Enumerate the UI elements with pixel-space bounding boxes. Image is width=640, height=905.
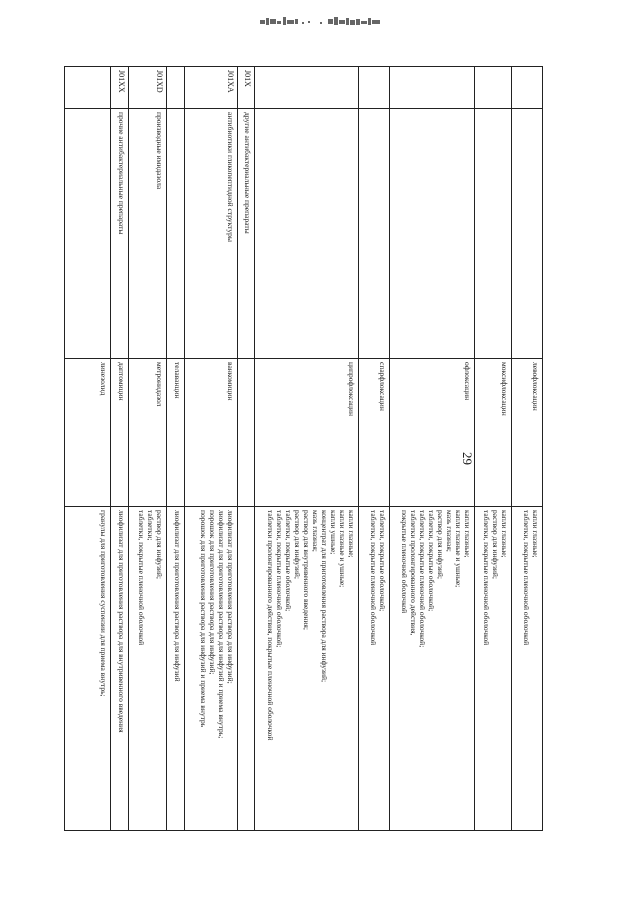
atc-code-cell: J01X: [238, 67, 255, 109]
drug-name-cell: линезолид: [65, 359, 111, 507]
pharm-group-cell: [255, 109, 359, 359]
pharm-group-cell: производные имидазола: [129, 109, 167, 359]
table-row: [255, 67, 359, 831]
drug-name-cell: метронидазол: [129, 359, 167, 507]
dosage-form-line: таблетки, покрытые оболочкой;: [378, 510, 387, 612]
dosage-form-line: таблетки, покрытые оболочкой;: [284, 510, 293, 612]
dosage-form-line: порошок для приготовления раствора для инфузий;: [208, 510, 217, 675]
table-body: [65, 67, 543, 831]
table-row: [111, 67, 129, 831]
dosage-form-line: раствор для инфузий;: [293, 510, 302, 579]
dosage-forms-cell: [185, 507, 238, 831]
pharm-group-cell: прочие антибактериальные препараты: [111, 109, 129, 359]
table-row: [475, 67, 512, 831]
dosage-form-line: капли глазные;: [500, 510, 509, 558]
dosage-form-line: лиофилизат для приготовления раствора для инфузий;: [226, 510, 235, 684]
dosage-form-line: гранулы для приготовления суспензии для приема внутрь;: [99, 510, 108, 697]
drug-name-cell: моксифлоксацин: [475, 359, 512, 507]
dosage-form-line: таблетки, покрытые пленочной оболочкой;: [275, 510, 284, 648]
dosage-form-line: капли ушные;: [329, 510, 338, 555]
dosage-form-line: раствор для инфузий;: [436, 510, 445, 579]
dosage-forms-cell: [512, 507, 543, 831]
drug-name-cell: спарфлоксацин: [359, 359, 390, 507]
dosage-form-line: порошок для приготовления раствора для инфузий и приема внутрь: [199, 510, 208, 728]
drug-name-cell: ванкомицин: [185, 359, 238, 507]
dosage-form-line: таблетки, покрытые пленочной оболочкой;: [418, 510, 427, 648]
dosage-form-line: таблетки пролонгированного действия, покрытые пленочной оболочкой: [266, 510, 275, 741]
dosage-form-line: раствор для инфузий;: [491, 510, 500, 579]
dosage-form-line: раствор для инфузий;: [155, 510, 164, 579]
atc-code-cell: [512, 67, 543, 109]
dosage-form-line: лиофилизат для приготовления раствора для инфузий и приема внутрь;: [217, 510, 226, 739]
drug-name-cell: офлоксацин: [390, 359, 475, 507]
dosage-forms-cell: [129, 507, 167, 831]
dosage-form-line: раствор для внутривенного введения;: [302, 510, 311, 630]
atc-code-cell: J01XD: [129, 67, 167, 109]
table-row: [185, 67, 238, 831]
dosage-forms-cell: [390, 507, 475, 831]
atc-code-cell: [475, 67, 512, 109]
pharm-group-cell: [65, 109, 111, 359]
table-row: [167, 67, 185, 831]
drug-name-cell: телаванцин: [167, 359, 185, 507]
drug-name-cell: левофлоксацин: [512, 359, 543, 507]
dosage-form-line: таблетки, покрытые пленочной оболочкой: [369, 510, 378, 646]
dosage-form-line: концентрат для приготовления раствора для инфузий;: [320, 510, 329, 683]
dosage-form-line: мазь глазная;: [445, 510, 454, 552]
page-number: 29: [460, 452, 475, 465]
dosage-forms-cell: [475, 507, 512, 831]
pharm-group-cell: другие антибактериальные препараты: [238, 109, 255, 359]
atc-code-cell: J01XX: [111, 67, 129, 109]
atc-code-cell: [255, 67, 359, 109]
dosage-forms-cell: [167, 507, 185, 831]
pharm-group-cell: [475, 109, 512, 359]
dosage-form-line: мазь глазная;: [311, 510, 320, 552]
drug-name-cell: [238, 359, 255, 507]
table-row: [512, 67, 543, 831]
dosage-form-line: лиофилизат для приготовления раствора для инфузий: [173, 510, 182, 682]
dosage-forms-cell: [238, 507, 255, 831]
table-rotated-wrapper: [65, 66, 543, 830]
dosage-forms-cell: [111, 507, 129, 831]
dosage-forms-cell: [255, 507, 359, 831]
dosage-form-line: таблетки;: [146, 510, 155, 541]
dosage-form-line: таблетки, покрытые пленочной оболочкой: [522, 510, 531, 646]
pharm-group-cell: антибиотики гликопептидной структуры: [185, 109, 238, 359]
dosage-form-line: капли глазные и ушные;: [338, 510, 347, 588]
table-row: [238, 67, 255, 831]
pharm-group-cell: [167, 109, 185, 359]
dosage-form-line: лиофилизат для приготовления раствора для внутривенного введения: [117, 510, 126, 733]
pharm-group-cell: [359, 109, 390, 359]
stamp-smudge: [258, 14, 384, 30]
atc-code-cell: [167, 67, 185, 109]
dosage-form-line: капли глазные и ушные;: [454, 510, 463, 588]
table-row: [390, 67, 475, 831]
table-row: [359, 67, 390, 831]
atc-code-cell: [65, 67, 111, 109]
dosage-form-line: таблетки, покрытые пленочной оболочкой: [482, 510, 491, 646]
atc-code-cell: J01XA: [185, 67, 238, 109]
dosage-form-line: капли глазные;: [347, 510, 356, 558]
atc-code-cell: [390, 67, 475, 109]
table-row: [129, 67, 167, 831]
drug-name-cell: даптомицин: [111, 359, 129, 507]
drug-name-cell: ципрофлоксацин: [255, 359, 359, 507]
dosage-form-line: таблетки пролонгированного действия,: [409, 510, 418, 636]
dosage-form-line: таблетки, покрытые оболочкой;: [427, 510, 436, 612]
dosage-form-line: покрытые пленочной оболочкой: [400, 510, 409, 614]
dosage-forms-cell: [65, 507, 111, 831]
pharm-group-cell: [390, 109, 475, 359]
atc-code-cell: [359, 67, 390, 109]
dosage-form-line: таблетки, покрытые пленочной оболочкой: [137, 510, 146, 646]
dosage-forms-cell: [359, 507, 390, 831]
table-row: [65, 67, 111, 831]
drug-table: [64, 66, 543, 831]
dosage-form-line: капли глазные;: [531, 510, 540, 558]
dosage-form-line: капли глазные;: [463, 510, 472, 558]
pharm-group-cell: [512, 109, 543, 359]
